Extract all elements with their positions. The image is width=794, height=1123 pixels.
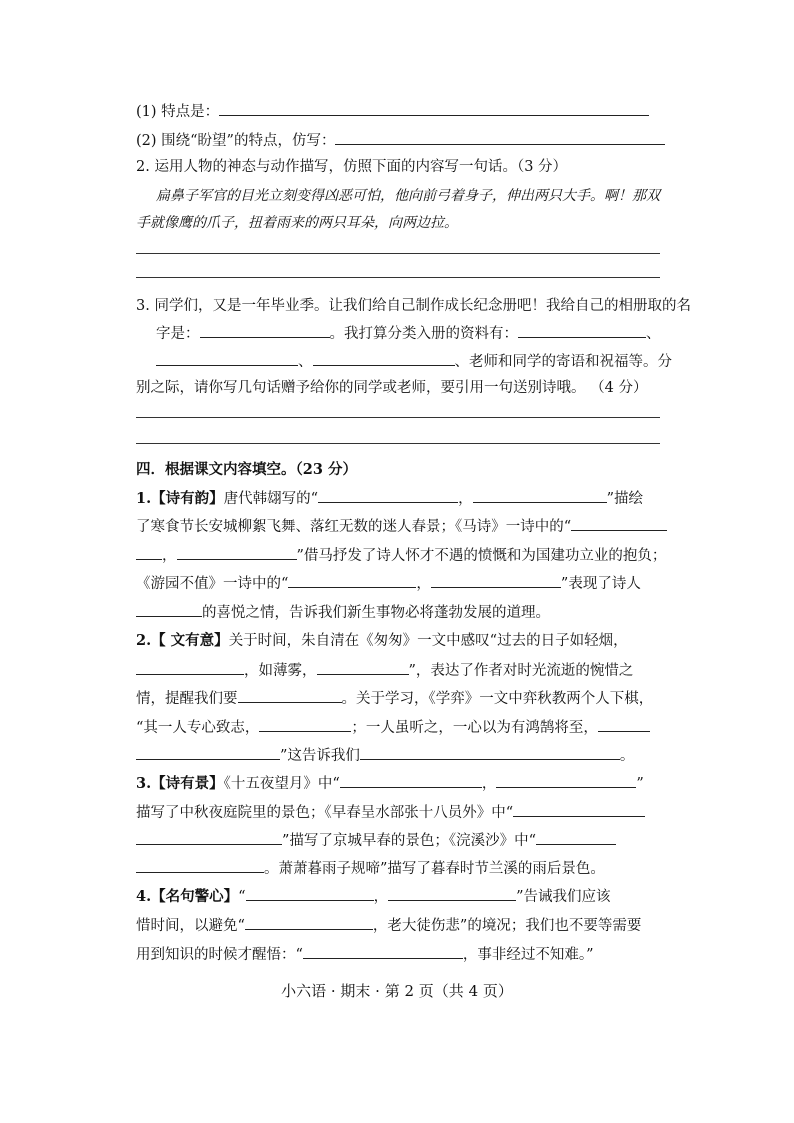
p3-line-1: [136, 773, 644, 794]
q3-text: 、老师和同学的寄语和祝福等。分: [454, 354, 672, 370]
p2-text: “其一人专心致志，: [136, 720, 260, 736]
answer-blank[interactable]: [473, 488, 607, 503]
answer-line[interactable]: [136, 443, 660, 444]
p3-tag: 3.【诗有景】: [136, 775, 224, 792]
answer-blank[interactable]: [340, 773, 482, 788]
answer-blank[interactable]: [360, 745, 620, 760]
answer-blank[interactable]: [246, 886, 374, 901]
answer-blank[interactable]: [303, 944, 463, 959]
p3-line-2: [136, 802, 645, 823]
answer-blank[interactable]: [177, 545, 297, 560]
p1-line-3: [136, 545, 666, 566]
answer-blank[interactable]: [136, 745, 280, 760]
p2-text: 。关于学习，《学弈》一文中弈秋教两个人下棋，: [341, 691, 654, 707]
p4-line-3: [136, 944, 594, 965]
q1-part1: [136, 101, 649, 122]
p1-line-1: [136, 488, 643, 509]
answer-blank[interactable]: [136, 660, 244, 675]
answer-blank[interactable]: [156, 351, 298, 366]
p4-tag: 4.【名句警心】: [136, 888, 239, 905]
p4-text: ，事非经过不知难。”: [462, 947, 594, 963]
p1-text: 《游园不值》一诗中的“: [136, 576, 289, 592]
p2-line-2: [136, 660, 633, 681]
answer-blank[interactable]: [136, 545, 162, 560]
answer-blank[interactable]: [518, 323, 646, 338]
p1-line-2: [136, 516, 667, 537]
p2-line-4: [136, 717, 650, 738]
p2-text: ；一人虽听之，一心以为有鸿鹄将至，: [351, 720, 598, 736]
p4-line-1: [136, 886, 610, 907]
p2-tag: 2.【 文有意】: [136, 632, 229, 649]
answer-blank[interactable]: [219, 101, 649, 116]
p4-text: ，老大徒伤悲”的境况；我们也不要等需要: [372, 918, 642, 934]
answer-blank[interactable]: [317, 660, 409, 675]
q2-passage-line-2: 手就像鹰的爪子，扭着雨来的两只耳朵，向两边拉。: [136, 215, 458, 231]
p2-text: ”这告诉我们: [280, 748, 360, 764]
p3-line-3: [136, 830, 616, 851]
p1-text: ，: [162, 548, 177, 564]
p4-text: 惜时间，以避免“: [136, 918, 245, 934]
q3-text: 。我打算分类入册的资料有：: [329, 326, 518, 342]
q3-line-1: 3. 同学们，又是一年毕业季。让我们给自己制作成长纪念册吧！我给自己的相册取的名: [136, 298, 691, 314]
answer-blank[interactable]: [431, 573, 561, 588]
p1-line-5: [136, 602, 550, 623]
p4-text: 用到知识的时候才醒悟：“: [136, 947, 303, 963]
p1-text: ，: [458, 491, 473, 507]
p3-line-4: [136, 858, 605, 879]
p2-text: 关于时间，朱自清在《匆匆》一文中感叹“过去的日子如轻烟，: [228, 633, 628, 649]
p2-text: ”，表达了作者对时光流逝的惋惜之: [408, 663, 634, 679]
q3-text: 、: [646, 326, 661, 342]
answer-blank[interactable]: [513, 802, 645, 817]
answer-line[interactable]: [136, 417, 660, 418]
answer-blank[interactable]: [496, 773, 636, 788]
p1-text: 唐代韩翃写的“: [223, 491, 319, 507]
page-footer: 小六语 · 期末 · 第 2 页（共 4 页）: [281, 982, 513, 1000]
answer-blank[interactable]: [238, 688, 342, 703]
p4-text: ，: [373, 889, 389, 905]
answer-blank[interactable]: [136, 858, 264, 873]
answer-blank[interactable]: [598, 717, 650, 732]
answer-line[interactable]: [136, 277, 660, 278]
p1-line-4: [136, 573, 641, 594]
p2-line-1: [136, 631, 628, 651]
q1-part2-label: (2) 围绕“盼望”的特点，仿写：: [136, 133, 336, 149]
answer-line[interactable]: [136, 253, 660, 254]
p1-text: 的喜悦之情，告诉我们新生事物必将蓬勃发展的道理。: [202, 605, 550, 621]
p1-text: ”借马抒发了诗人怀才不遇的愤慨和为国建功立业的抱负；: [296, 548, 667, 564]
q3-line-2: [156, 323, 661, 344]
p2-line-3: [136, 688, 653, 709]
answer-blank[interactable]: [136, 602, 202, 617]
answer-blank[interactable]: [200, 323, 330, 338]
p2-text: 。: [619, 748, 635, 764]
answer-blank[interactable]: [313, 351, 455, 366]
p3-text: 《十五夜望月》中“: [223, 776, 340, 792]
q3-line-3: [156, 351, 672, 372]
p1-text: ，: [416, 576, 431, 592]
p3-text: 。萧萧暮雨子规啼”描写了暮春时节兰溪的雨后景色。: [264, 861, 605, 877]
q3-text: 字是：: [156, 326, 200, 342]
q2-prompt: 2. 运用人物的神态与动作描写，仿照下面的内容写一句话。（3 分）: [136, 159, 568, 175]
answer-blank[interactable]: [245, 915, 373, 930]
p3-text: ”描写了京城早春的景色；《浣溪沙》中“: [282, 833, 537, 849]
answer-blank[interactable]: [388, 886, 516, 901]
answer-blank[interactable]: [318, 488, 458, 503]
q3-text: 、: [298, 354, 313, 370]
p4-line-2: [136, 915, 641, 936]
p2-text: ，如薄雾，: [244, 663, 317, 679]
answer-blank[interactable]: [335, 130, 665, 145]
p3-text: ”: [636, 776, 644, 792]
p2-line-5: [136, 745, 634, 766]
answer-blank[interactable]: [288, 573, 416, 588]
p1-tag: 1.【诗有韵】: [136, 490, 224, 507]
q1-part1-label: (1) 特点是：: [136, 104, 220, 120]
p2-text: 情，提醒我们要: [136, 691, 238, 707]
p1-text: ”描绘: [606, 491, 643, 507]
answer-blank[interactable]: [259, 717, 351, 732]
answer-blank[interactable]: [571, 516, 667, 531]
p1-text: ”表现了诗人: [560, 576, 641, 592]
q1-part2: [136, 130, 665, 151]
p4-text: ”告诫我们应该: [516, 889, 611, 905]
answer-blank[interactable]: [136, 830, 282, 845]
p4-text: “: [238, 889, 246, 905]
p1-text: 了寒食节长安城柳絮飞舞、落红无数的迷人春景；《马诗》一诗中的“: [136, 519, 572, 535]
q2-passage-line-1: 扁鼻子军官的目光立刻变得凶恶可怕，他向前弓着身子，伸出两只大手。啊！那双: [156, 188, 660, 204]
q3-line-4: 别之际，请你写几句话赠予给你的同学或老师，要引用一句送别诗哦。 （4 分）: [136, 380, 648, 396]
p3-text: ，: [481, 776, 497, 792]
section-4-heading: 四．根据课文内容填空。（23 分）: [136, 461, 357, 478]
answer-blank[interactable]: [536, 830, 616, 845]
p3-text: 描写了中秋夜庭院里的景色；《早春呈水部张十八员外》中“: [136, 805, 514, 821]
